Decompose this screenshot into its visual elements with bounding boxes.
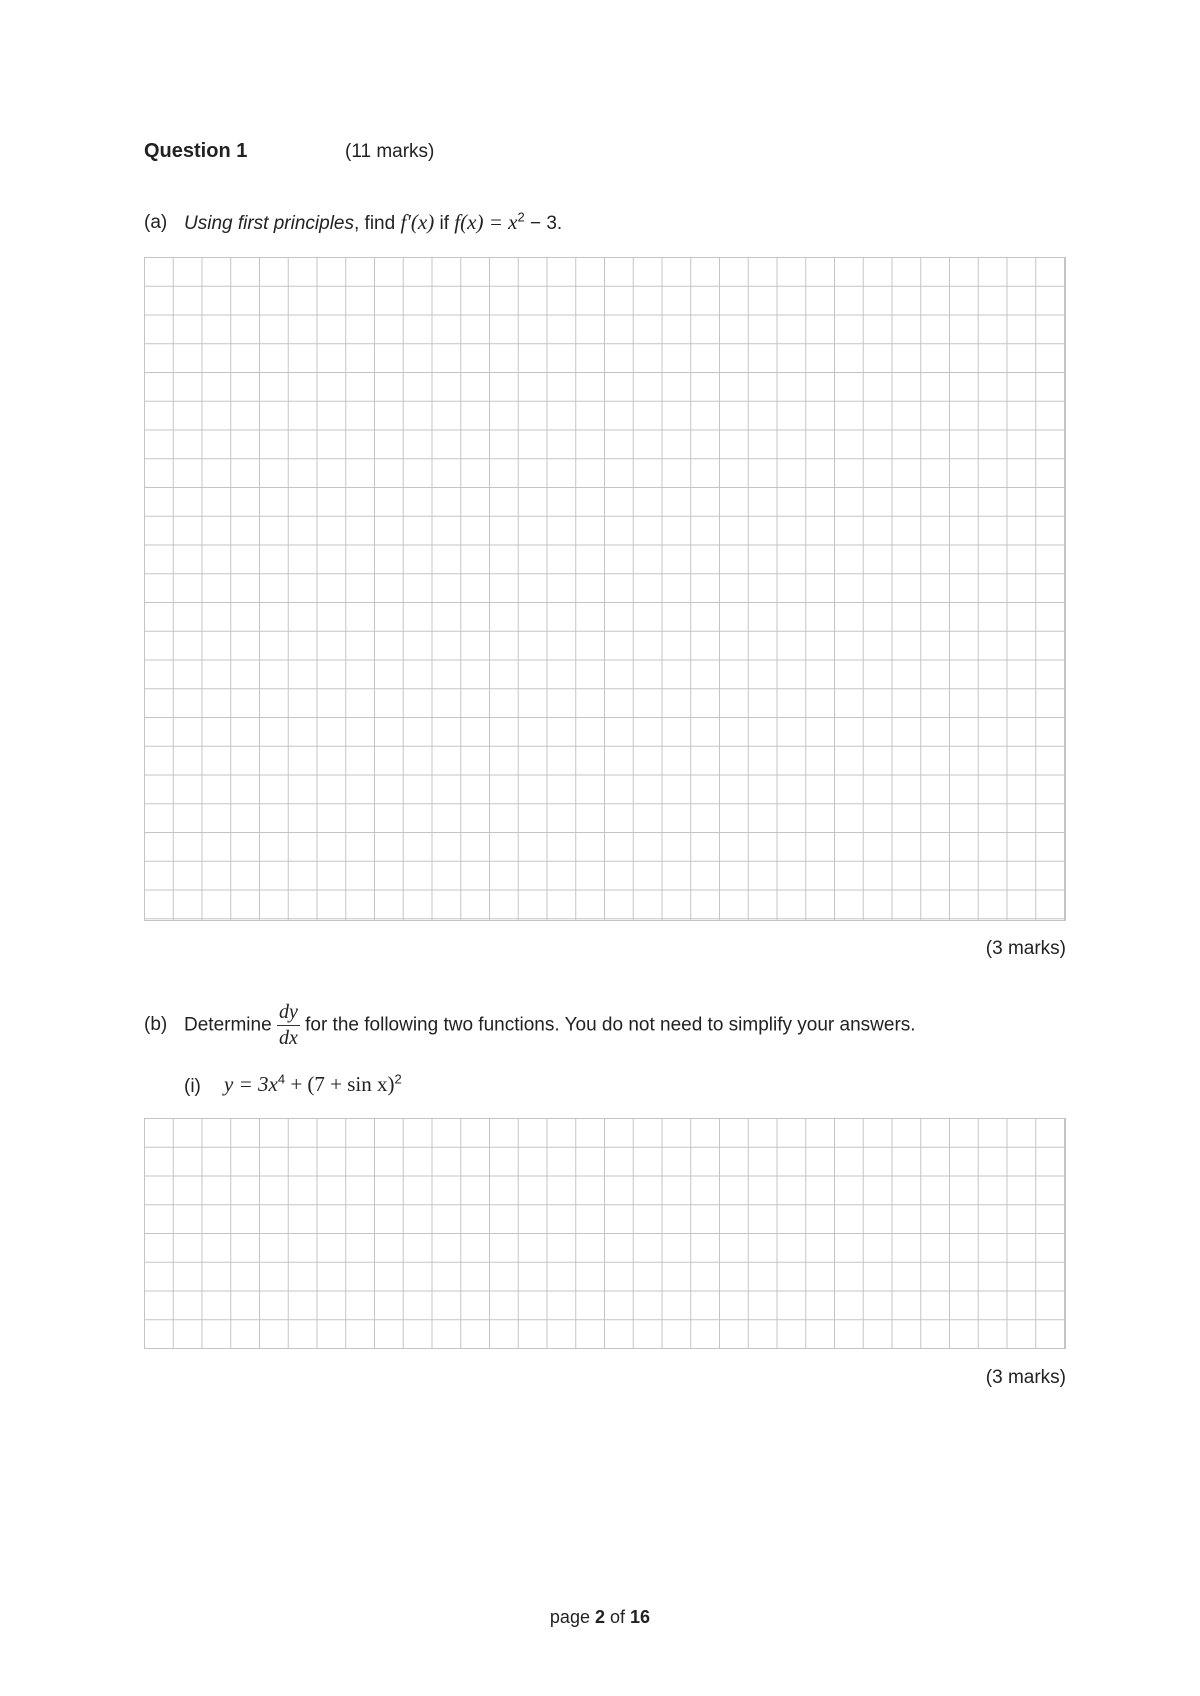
part-b-label: (b) <box>144 1014 168 1035</box>
part-a-derivative-expr: f′(x) <box>400 210 435 234</box>
part-a-intro-italic: Using first principles <box>184 213 354 234</box>
question-marks: (11 marks) <box>345 141 435 162</box>
equation-middle: + (7 + sin x) <box>290 1072 395 1096</box>
part-a-label: (a) <box>144 212 168 233</box>
equation-start: y = 3x <box>224 1072 278 1096</box>
current-page: 2 <box>594 1607 605 1627</box>
answer-grid-a[interactable] <box>144 257 1066 921</box>
footer-of: of <box>610 1607 626 1627</box>
dy-dx-fraction <box>277 1002 300 1049</box>
question-title: Question 1 <box>144 140 248 162</box>
part-a-if: if <box>439 213 450 234</box>
fraction-denominator: dx <box>278 1027 298 1049</box>
part-a-exponent: 2 <box>517 209 525 225</box>
part-b-i-equation <box>224 1072 402 1097</box>
footer-prefix: page <box>549 1607 590 1627</box>
part-b-i-label: (i) <box>184 1076 201 1097</box>
part-a-function-lhs: f(x) = x <box>454 210 518 234</box>
total-pages: 16 <box>630 1607 651 1627</box>
part-b-marks: (3 marks) <box>985 1367 1066 1388</box>
fraction-numerator: dy <box>278 1001 298 1023</box>
part-b-question <box>184 1002 916 1049</box>
part-a-function-rhs: − 3. <box>529 213 563 234</box>
part-b-tail: for the following two functions. You do not need to simplify your answers. <box>305 1014 916 1036</box>
page-footer <box>0 1607 1200 1628</box>
equation-exponent-2: 2 <box>394 1071 402 1087</box>
answer-grid-b-i[interactable] <box>144 1118 1066 1349</box>
part-a-intro-rest: , find <box>354 213 396 234</box>
part-a-question <box>184 210 562 235</box>
part-a-marks: (3 marks) <box>985 938 1066 959</box>
part-b-lead: Determine <box>184 1014 272 1036</box>
equation-exponent-4: 4 <box>277 1071 286 1087</box>
